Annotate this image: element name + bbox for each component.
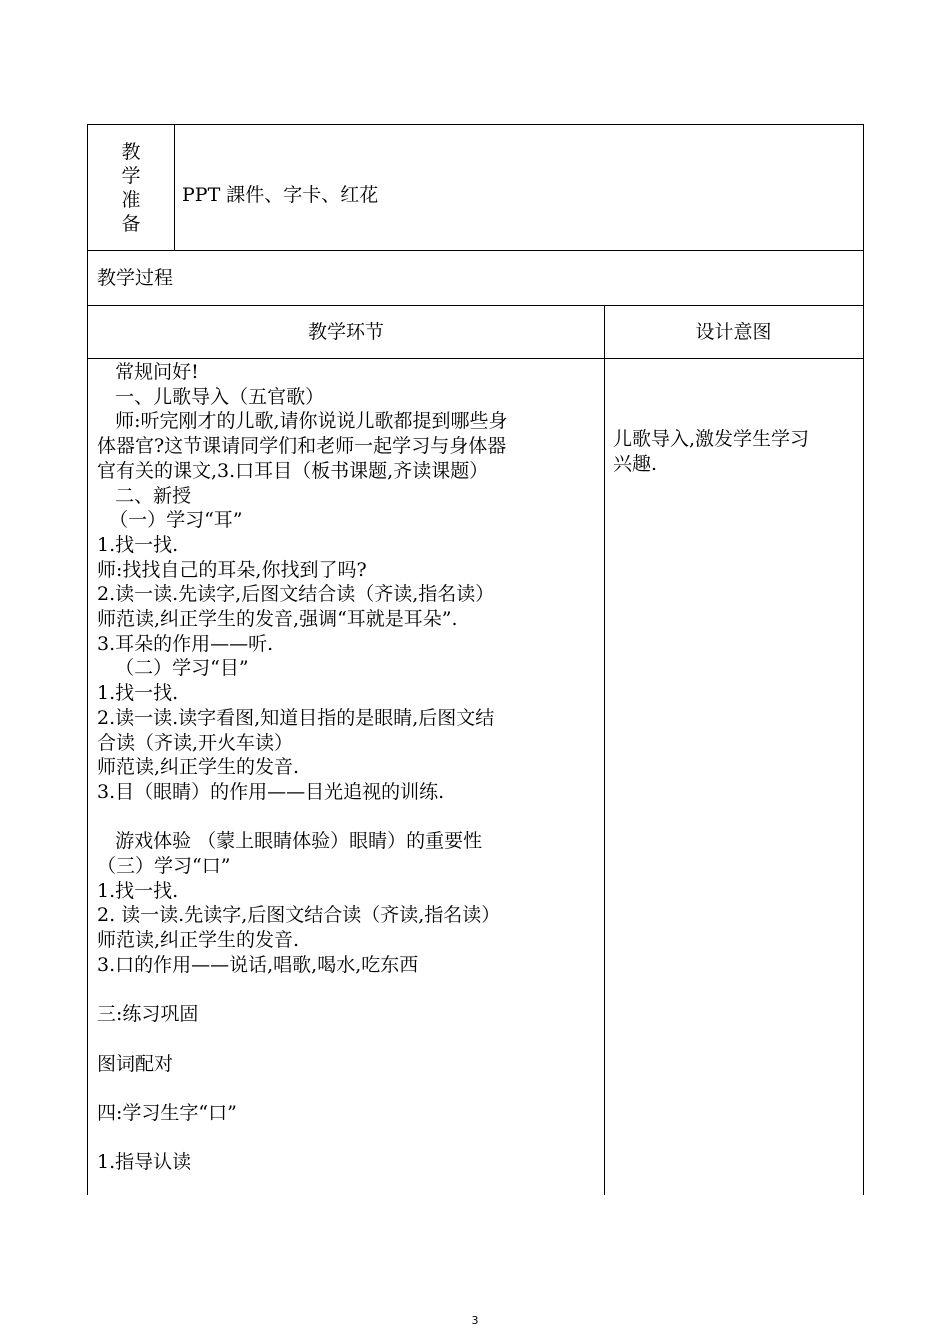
intent-cell	[613, 427, 858, 476]
steps-line: （三）学习“口”	[97, 855, 231, 878]
steps-line: 1.找一找.	[97, 879, 179, 902]
steps-blank	[97, 1076, 602, 1101]
column-header-intent: 设计意图	[695, 321, 772, 343]
steps-line: 四:学习生字“口”	[97, 1102, 237, 1125]
steps-line: 游戏体验 （蒙上眼睛体验）眼睛）的重要性	[97, 830, 483, 853]
steps-cell	[97, 360, 602, 1175]
steps-blank	[97, 805, 602, 830]
steps-blank	[97, 1126, 602, 1151]
column-divider	[604, 305, 605, 1195]
steps-line: 2. 读一读.先读字,后图文结合读（齐读,指名读）	[97, 904, 501, 927]
column-header-steps: 教学环节	[307, 321, 384, 343]
steps-line: 2.读一读.读字看图,知道目指的是眼睛,后图文结	[97, 706, 495, 729]
steps-line: （二）学习“目”	[97, 657, 249, 680]
steps-line: 三:练习巩固	[97, 1003, 199, 1026]
steps-blank	[97, 978, 602, 1003]
steps-line: （一）学习“耳”	[97, 509, 243, 532]
prep-label-char: 准	[121, 189, 141, 211]
steps-line: 1.指导认读	[97, 1151, 192, 1174]
steps-line: 常规问好!	[97, 361, 199, 383]
table-top-border	[87, 124, 864, 125]
steps-line: 二、新授	[97, 484, 192, 507]
process-title: 教学过程	[97, 267, 174, 289]
steps-line: 师:找找自己的耳朵,你找到了吗?	[97, 558, 367, 581]
prep-row-border	[87, 250, 864, 251]
intent-line: 儿歌导入,激发学生学习	[613, 428, 810, 450]
steps-line: 合读（齐读,开火车读）	[97, 731, 294, 754]
steps-line: 1.找一找.	[97, 533, 179, 556]
process-row-border	[87, 305, 864, 306]
steps-line: 师:听完刚才的儿歌,请你说说儿歌都提到哪些身	[97, 410, 508, 433]
steps-line: 一、儿歌导入（五官歌）	[97, 385, 325, 408]
prep-label	[88, 140, 174, 236]
prep-label-char: 学	[121, 165, 141, 187]
steps-line: 体器官?这节课请同学们和老师一起学习与身体器	[97, 435, 507, 458]
page-number: 3	[471, 1314, 479, 1327]
header-row-border	[87, 358, 864, 359]
prep-label-char: 教	[121, 141, 141, 163]
steps-line: 师范读,纠正学生的发音.	[97, 756, 300, 779]
prep-label-char: 备	[121, 213, 141, 235]
steps-line: 1.找一找.	[97, 682, 179, 705]
steps-line: 师范读,纠正学生的发音,强调“耳就是耳朵”.	[97, 608, 458, 631]
steps-line: 3.目（眼睛）的作用——目光追视的训练.	[97, 780, 445, 803]
intent-line: 兴趣.	[613, 452, 658, 475]
prep-content: PPT 課件、字卡、红花	[182, 184, 379, 206]
steps-line: 官有关的课文,3.口耳目（板书课题,齐读课题）	[97, 459, 489, 482]
steps-blank	[97, 1027, 602, 1052]
steps-line: 3.耳朵的作用——听.	[97, 632, 274, 655]
prep-label-divider	[174, 124, 175, 250]
steps-line: 图词配对	[97, 1052, 174, 1075]
steps-line: 2.读一读.先读字,后图文结合读（齐读,指名读）	[97, 583, 495, 606]
steps-line: 3.口的作用——说话,唱歌,喝水,吃东西	[97, 953, 419, 976]
steps-line: 师范读,纠正学生的发音.	[97, 929, 300, 952]
